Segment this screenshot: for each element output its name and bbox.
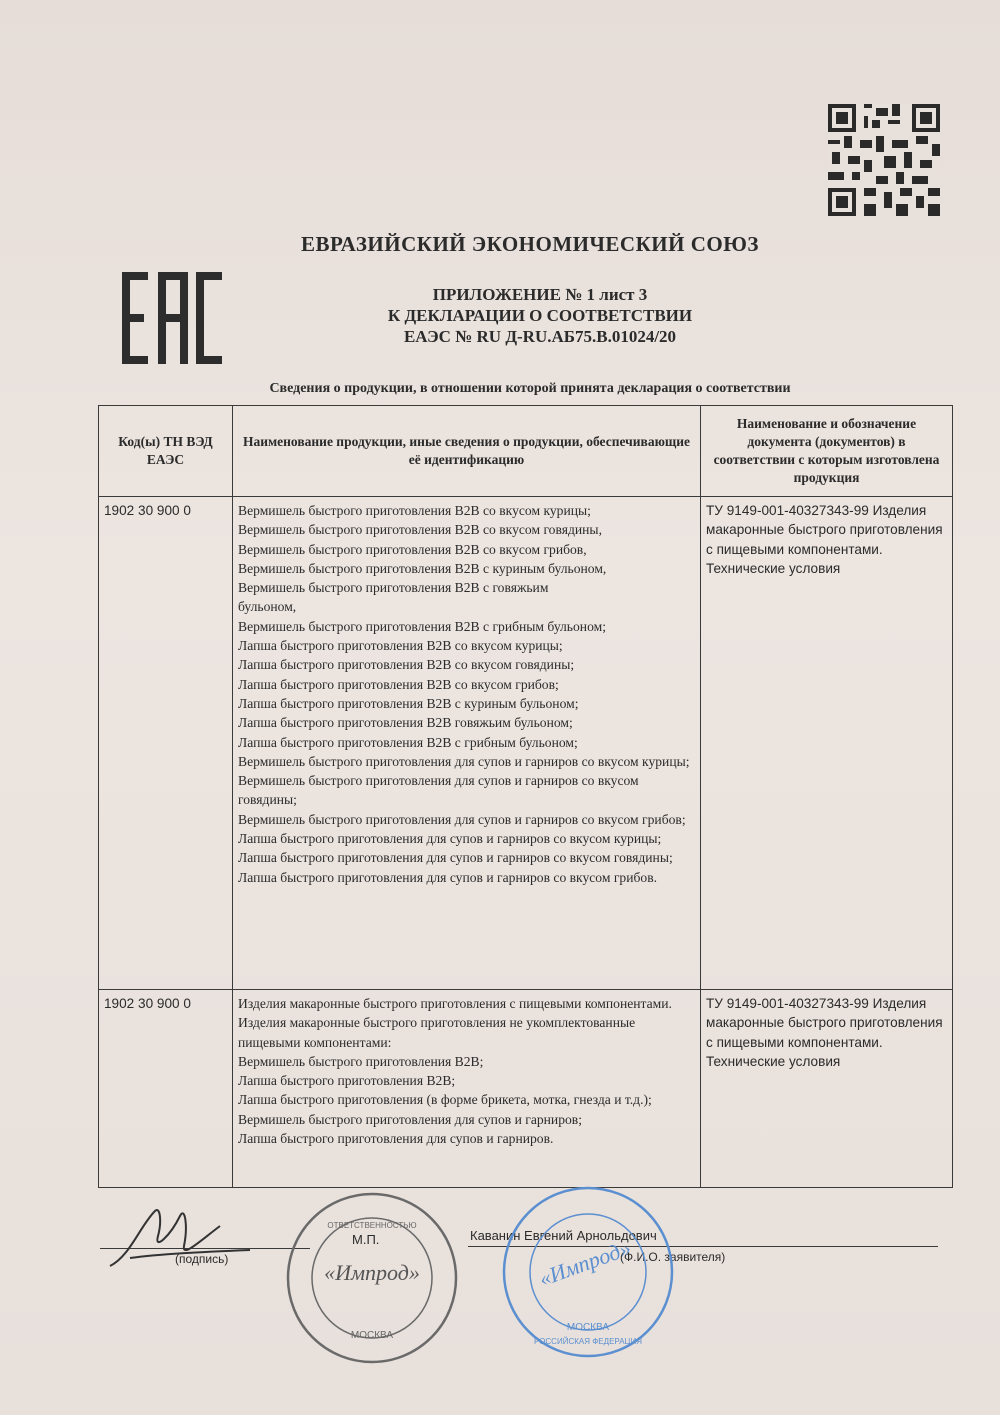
table-caption: Сведения о продукции, в отношении которой принята декларация о соответствии bbox=[269, 381, 791, 396]
list-item: Вермишель быстрого приготовления В2В со вкусом говядины, bbox=[238, 522, 602, 538]
eac-logo bbox=[120, 272, 224, 364]
list-item: Лапша быстрого приготовления В2В с грибным бульоном; bbox=[238, 734, 578, 750]
list-item: Вермишель быстрого приготовления В2В с куриным бульоном, bbox=[238, 560, 607, 576]
list-item: Вермишель быстрого приготовления В2В со вкусом грибов, bbox=[238, 541, 587, 557]
annex-line-2: К ДЕКЛАРАЦИИ О СООТВЕТСТВИИ bbox=[387, 306, 693, 325]
list-item: Вермишель быстрого приготовления В2В с грибным бульоном; bbox=[238, 618, 606, 634]
list-item: Вермишель быстрого приготовления для супов и гарниров; bbox=[238, 1111, 582, 1127]
list-item: Вермишель быстрого приготовления для супов и гарниров со вкусом грибов; bbox=[238, 811, 686, 827]
header-document: Наименование и обозначение документа (документов) в соответствии с которым изготовлена продукция bbox=[701, 406, 953, 497]
table-row bbox=[99, 497, 953, 990]
row-product-list bbox=[233, 497, 701, 990]
svg-text:«Импрод»: «Импрод» bbox=[324, 1260, 420, 1285]
applicant-name: Каванин Евгений Арнольдович bbox=[470, 1228, 657, 1243]
row-document: ТУ 9149-001-40327343-99 Изделия макаронные быстрого приготовления с пищевыми компонентами. Технические условия bbox=[701, 990, 953, 1188]
list-item: Лапша быстрого приготовления В2В со вкусом курицы; bbox=[238, 638, 563, 654]
row-document: ТУ 9149-001-40327343-99 Изделия макаронные быстрого приготовления с пищевыми компонентами. Технические условия bbox=[701, 497, 953, 990]
list-item: Вермишель быстрого приготовления В2В с говяжьим бульоном, bbox=[238, 580, 549, 615]
company-seal-grey bbox=[282, 1188, 462, 1368]
list-item: Вермишель быстрого приготовления для супов и гарниров со вкусом курицы; bbox=[238, 753, 690, 769]
list-item: Лапша быстрого приготовления В2В со вкусом говядины; bbox=[238, 657, 575, 673]
union-title: ЕВРАЗИЙСКИЙ ЭКОНОМИЧЕСКИЙ СОЮЗ bbox=[301, 232, 759, 256]
annex-line-1: ПРИЛОЖЕНИЕ № 1 лист 3 bbox=[432, 285, 648, 304]
table-header-row bbox=[99, 406, 953, 497]
qr-code bbox=[828, 104, 940, 216]
list-item: Лапша быстрого приготовления для супов и гарниров со вкусом грибов. bbox=[238, 869, 658, 885]
list-item: Изделия макаронные быстрого приготовления не укомплектованные пищевыми компонентами: bbox=[238, 1015, 636, 1050]
row-product-list bbox=[233, 990, 701, 1188]
svg-text:«Импрод»: «Импрод» bbox=[535, 1234, 635, 1292]
seal-place-label: М.П. bbox=[352, 1232, 380, 1247]
list-item: Лапша быстрого приготовления В2В со вкусом грибов; bbox=[238, 676, 559, 692]
svg-text:ОТВЕТСТВЕННОСТЬЮ: ОТВЕТСТВЕННОСТЬЮ bbox=[327, 1221, 417, 1230]
list-item: Вермишель быстрого приготовления для супов и гарниров со вкусом говядины; bbox=[238, 773, 639, 808]
list-item: Лапша быстрого приготовления В2В с куриным бульоном; bbox=[238, 695, 579, 711]
list-item: Вермишель быстрого приготовления В2В; bbox=[238, 1053, 484, 1069]
signature-label: (подпись) bbox=[175, 1252, 229, 1266]
svg-text:РОССИЙСКАЯ ФЕДЕРАЦИЯ: РОССИЙСКАЯ ФЕДЕРАЦИЯ bbox=[534, 1337, 642, 1346]
annex-line-3: ЕАЭС № RU Д-RU.АБ75.В.01024/20 bbox=[403, 327, 677, 346]
svg-text:МОСКВА: МОСКВА bbox=[350, 1330, 394, 1341]
list-item: Лапша быстрого приготовления В2В говяжьим бульоном; bbox=[238, 715, 573, 731]
row-code: 1902 30 900 0 bbox=[99, 497, 233, 990]
list-item: Вермишель быстрого приготовления В2В со вкусом курицы; bbox=[238, 503, 591, 518]
applicant-label: (Ф.И.О. заявителя) bbox=[620, 1250, 726, 1264]
product-table bbox=[98, 405, 953, 1188]
header-name: Наименование продукции, иные сведения о продукции, обеспечивающие её идентификацию bbox=[233, 406, 701, 497]
list-item: Изделия макаронные быстрого приготовления с пищевыми компонентами. bbox=[238, 996, 672, 1011]
list-item: Лапша быстрого приготовления для супов и гарниров со вкусом курицы; bbox=[238, 831, 662, 847]
list-item: Лапша быстрого приготовления для супов и гарниров со вкусом говядины; bbox=[238, 850, 673, 866]
svg-text:МОСКВА: МОСКВА bbox=[566, 1322, 610, 1333]
list-item: Лапша быстрого приготовления (в форме брикета, мотка, гнезда и т.д.); bbox=[238, 1092, 652, 1108]
list-item: Лапша быстрого приготовления для супов и гарниров. bbox=[238, 1131, 554, 1147]
annex-heading bbox=[290, 284, 790, 347]
list-item: Лапша быстрого приготовления В2В; bbox=[238, 1073, 456, 1089]
header-code: Код(ы) ТН ВЭД ЕАЭС bbox=[99, 406, 233, 497]
company-seal-blue bbox=[498, 1182, 678, 1362]
row-code: 1902 30 900 0 bbox=[99, 990, 233, 1188]
table-row bbox=[99, 990, 953, 1188]
